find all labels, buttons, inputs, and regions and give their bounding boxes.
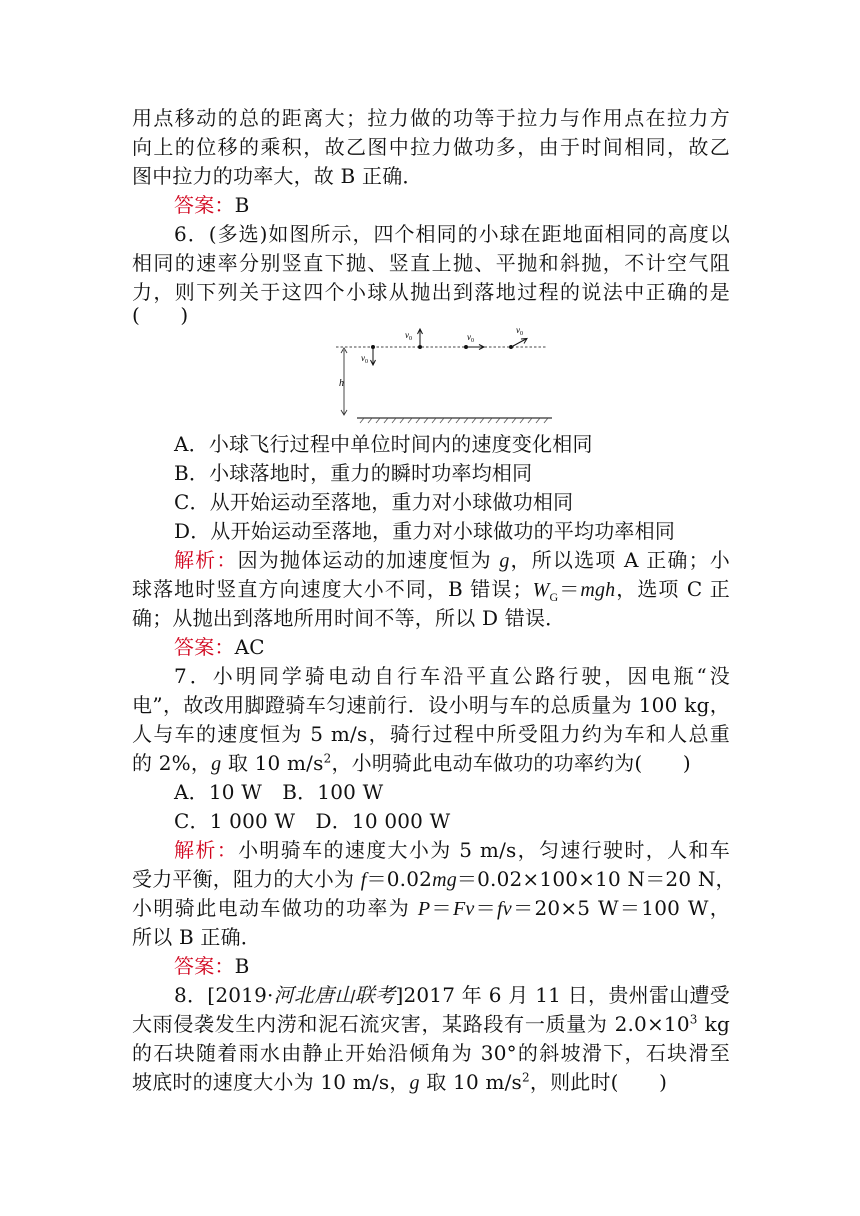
question-7-line: 电”，故改用脚蹬骑车匀速前行．设小明与车的总质量为 100 kg， bbox=[132, 693, 730, 717]
question-6-line: 6．(多选)如图所示，四个相同的小球在距地面相同的高度以 bbox=[174, 222, 730, 246]
question-8-line: 大雨侵袭发生内涝和泥石流灾害，某路段有一质量为 $2.0\times 10^3$ kg bbox=[132, 1012, 730, 1036]
v0-label: $v_0$ bbox=[361, 353, 368, 365]
question-source: 河北唐山联考 bbox=[273, 983, 396, 1007]
explanation-7-line: 所以 B 正确． bbox=[132, 925, 262, 949]
v0-label: $v_0$ bbox=[405, 330, 412, 342]
question-6-line: 力，则下列关于这四个小球从抛出到落地过程的说法中正确的是 bbox=[132, 280, 730, 304]
ball-up bbox=[418, 345, 422, 349]
question-8-line: 的石块随着雨水由静止开始沿倾角为 30°的斜坡滑下，石块滑至 bbox=[132, 1041, 730, 1065]
question-6-line: 相同的速率分别竖直下抛、竖直上抛、平抛和斜抛，不计空气阻 bbox=[132, 251, 730, 275]
text-line: 图中拉力的功率大，故 B 正确． bbox=[132, 164, 423, 188]
explanation-6-line: 解析：因为抛体运动的加速度恒为 g，所以选项 A 正确；小 bbox=[174, 548, 730, 572]
answer-value: AC bbox=[234, 635, 265, 659]
v0-label: $v_0$ bbox=[467, 332, 474, 344]
projectile-figure bbox=[330, 322, 552, 424]
question-6-bracket: ( ) bbox=[132, 303, 189, 327]
ball-down bbox=[371, 345, 375, 349]
explanation-6-line: 球落地时竖直方向速度大小不同，B 错误；$W_G=mgh$，选项 C 正 bbox=[132, 577, 731, 604]
option-a: A．小球飞行过程中单位时间内的速度变化相同 bbox=[174, 432, 593, 456]
question-7-line: 7．小明同学骑电动自行车沿平直公路行驶，因电瓶“没 bbox=[174, 664, 730, 688]
question-7-line: 的 2%，g 取 10 $m/s^2$，小明骑此电动车做功的功率约为( ) bbox=[132, 751, 691, 775]
explanation-7-line: 受力平衡，阻力的大小为 f＝0.02mg＝0.02×100×10 N＝20 N， bbox=[132, 867, 736, 891]
answer-label: 答案： bbox=[174, 193, 235, 217]
v0-label: $v_0$ bbox=[516, 325, 523, 337]
explanation-6-line: 确；从抛出到落地所用时间不等，所以 D 错误． bbox=[132, 606, 566, 630]
question-8-line: 8．[2019·河北唐山联考]2017 年 6 月 11 日，贵州雷山遭受 bbox=[174, 983, 731, 1007]
option-c: C．从开始运动至落地，重力对小球做功相同 bbox=[174, 490, 574, 514]
answer-label: 答案： bbox=[174, 954, 235, 978]
explanation-7-line: 小明骑此电动车做功的功率为 P＝Fv＝fv＝20×5 W＝100 W， bbox=[132, 896, 730, 920]
height-label: h bbox=[339, 378, 344, 389]
ball-horizontal bbox=[464, 345, 468, 349]
ball-oblique bbox=[509, 345, 513, 349]
option-b: B．小球落地时，重力的瞬时功率均相同 bbox=[174, 461, 533, 485]
question-8-line: 坡底时的速度大小为 10 m/s，g 取 10 $m/s^2$，则此时( ) bbox=[132, 1070, 668, 1094]
explanation-label: 解析： bbox=[174, 838, 239, 862]
options-ab: A．10 W B．100 W bbox=[174, 780, 384, 804]
explanation-7-line: 解析：小明骑车的速度大小为 5 m/s，匀速行驶时，人和车 bbox=[174, 838, 730, 862]
answer-7 bbox=[174, 952, 730, 980]
explanation-label: 解析： bbox=[174, 548, 238, 572]
option-d: D．从开始运动至落地，重力对小球做功的平均功率相同 bbox=[174, 519, 676, 543]
answer-6 bbox=[174, 633, 730, 661]
text-line: 用点移动的总的距离大；拉力做的功等于拉力与作用点在拉力方 bbox=[132, 106, 730, 130]
answer-value: B bbox=[234, 954, 250, 978]
answer-label: 答案： bbox=[174, 635, 235, 659]
answer-5 bbox=[174, 191, 730, 219]
question-7-line: 人与车的速度恒为 5 m/s，骑行过程中所受阻力约为车和人总重 bbox=[132, 722, 730, 746]
text-line: 向上的位移的乘积，故乙图中拉力做功多，由于时间相同，故乙 bbox=[132, 135, 730, 159]
options-cd: C．1 000 W D．10 000 W bbox=[174, 809, 451, 833]
answer-value: B bbox=[234, 193, 250, 217]
ground-hatching bbox=[360, 418, 548, 423]
